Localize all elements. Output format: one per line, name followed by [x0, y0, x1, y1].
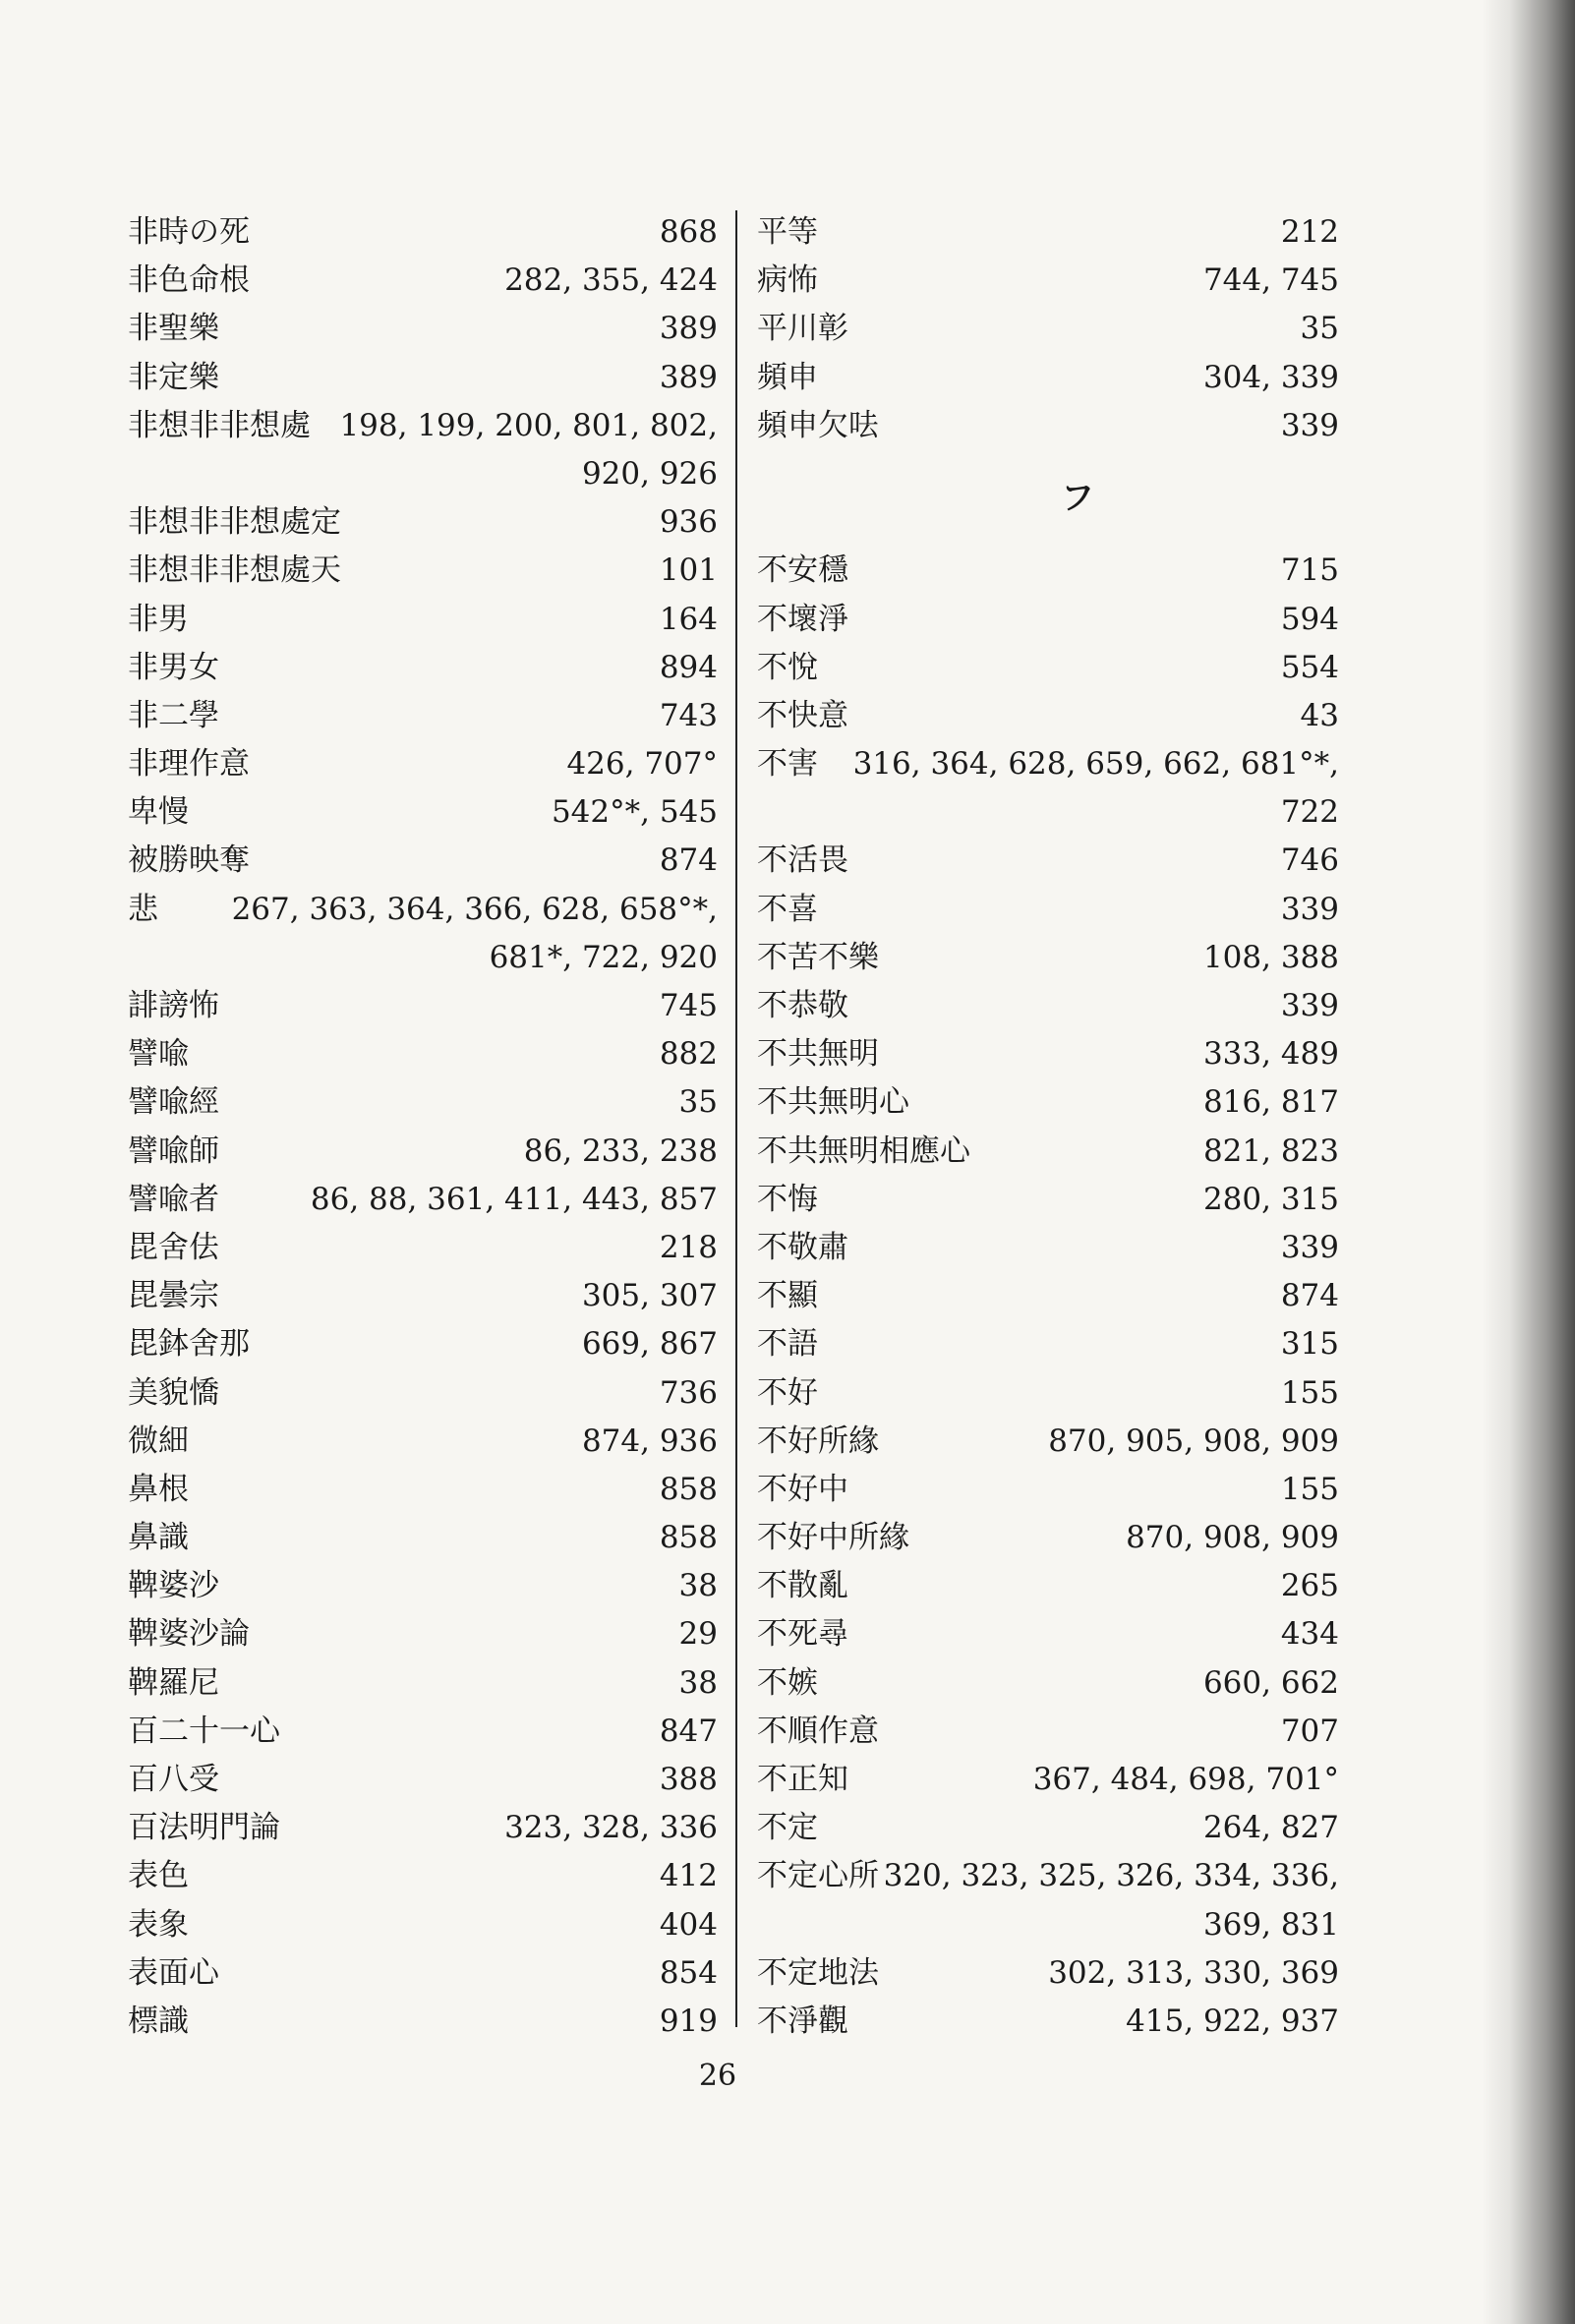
- page-references: 38: [678, 1568, 718, 1604]
- page-references: 669, 867: [581, 1326, 718, 1363]
- page-references: 265: [1280, 1568, 1339, 1604]
- index-entry: [128, 1176, 718, 1224]
- index-term: 表面心: [128, 1954, 219, 1991]
- index-term: 非理作意: [128, 746, 250, 783]
- page-references: 333, 489: [1202, 1036, 1339, 1073]
- left-column: [128, 208, 718, 2046]
- page-references: 745: [659, 988, 718, 1023]
- index-entry: [128, 498, 718, 547]
- index-term: 表象: [128, 1906, 189, 1943]
- index-term: 不語: [757, 1326, 818, 1363]
- index-term: 不悔: [757, 1181, 818, 1217]
- page-references: 882: [659, 1036, 718, 1073]
- page-references: 816, 817: [1202, 1084, 1339, 1121]
- page-references: 868: [659, 214, 718, 250]
- page-references: 367, 484, 698, 701°: [1032, 1762, 1339, 1798]
- page-references: 389: [659, 311, 718, 347]
- page-references: 316, 364, 628, 659, 662, 681°*,: [852, 746, 1339, 783]
- page-references: 919: [659, 2003, 718, 2039]
- index-entry: [128, 644, 718, 692]
- index-term: 譬喩經: [128, 1084, 219, 1121]
- page-references: 155: [1280, 1471, 1339, 1507]
- index-entry: [757, 1176, 1339, 1224]
- page-references: 38: [678, 1664, 718, 1701]
- index-term: 毘鉢舍那: [128, 1326, 250, 1363]
- page-references: 86, 88, 361, 411, 443, 857: [310, 1181, 718, 1217]
- index-entry: [128, 1708, 718, 1756]
- index-term: 不活畏: [757, 842, 848, 879]
- index-term: 不好中: [757, 1471, 848, 1507]
- index-entry: [757, 934, 1339, 982]
- page-references: 35: [678, 1084, 718, 1121]
- index-term: 被勝映奪: [128, 842, 250, 879]
- page-references: 426, 707°: [566, 746, 718, 783]
- index-term: 鞞婆沙: [128, 1568, 219, 1604]
- index-term: 不好所緣: [757, 1423, 879, 1459]
- index-term: 不定地法: [757, 1954, 879, 1991]
- index-entry: [128, 837, 718, 885]
- page-references: 554: [1280, 649, 1339, 685]
- index-entry: [128, 1320, 718, 1368]
- index-term: 標識: [128, 2003, 189, 2039]
- index-entry: [128, 1610, 718, 1658]
- page-references: 936: [659, 504, 718, 541]
- index-term: 不恭敬: [757, 988, 848, 1024]
- page-references: 858: [659, 1520, 718, 1556]
- index-entry: [757, 1418, 1339, 1466]
- page-references: 267, 363, 364, 366, 628, 658°*,: [231, 891, 718, 927]
- index-term: 卑慢: [128, 794, 189, 831]
- page-references: 43: [1300, 697, 1339, 733]
- index-entry: [128, 1224, 718, 1272]
- index-term: 譬喩: [128, 1036, 189, 1073]
- page-references: 736: [659, 1374, 718, 1411]
- index-entry: [128, 788, 718, 837]
- index-entry: [128, 1659, 718, 1708]
- index-entry: [757, 596, 1339, 644]
- index-term: 頻申: [757, 359, 818, 395]
- page-references: 339: [1280, 1229, 1339, 1265]
- index-entry: [757, 1659, 1339, 1708]
- page-references: 874: [659, 842, 718, 879]
- page-references: 854: [659, 1954, 718, 1991]
- index-entry: [757, 1128, 1339, 1176]
- section-heading: フ: [1061, 478, 1094, 518]
- index-term: 不悅: [757, 649, 818, 685]
- index-entry-continuation: [757, 788, 1339, 837]
- right-column: [757, 208, 1339, 2046]
- index-entry-continuation: [128, 450, 718, 498]
- page-references: 369, 831: [1202, 1906, 1339, 1943]
- index-term: 百二十一心: [128, 1713, 280, 1749]
- page-references: 320, 323, 325, 326, 334, 336,: [883, 1858, 1339, 1894]
- index-term: 非想非非想處: [128, 407, 311, 443]
- page-references: 388: [659, 1762, 718, 1797]
- index-entry: [757, 1998, 1339, 2046]
- page-references: 282, 355, 424: [504, 262, 718, 299]
- index-term: 悲: [128, 891, 158, 927]
- index-entry: [128, 1804, 718, 1852]
- index-entry: [128, 1466, 718, 1514]
- index-entry: [128, 1078, 718, 1127]
- index-term: 不安穩: [757, 552, 848, 589]
- index-term: 不顯: [757, 1278, 818, 1314]
- page-references: 404: [659, 1906, 718, 1943]
- index-term: 不死尋: [757, 1616, 848, 1653]
- page-references: 264, 827: [1202, 1810, 1339, 1846]
- index-entry: [128, 1030, 718, 1078]
- index-entry: [128, 1514, 718, 1562]
- index-entry: [128, 1562, 718, 1610]
- index-entry: [757, 1562, 1339, 1610]
- index-entry: [757, 740, 1339, 788]
- page-references: 847: [659, 1713, 718, 1749]
- page-references: 218: [659, 1229, 718, 1265]
- index-term: 非定樂: [128, 359, 219, 395]
- index-term: 頻申欠呿: [757, 407, 879, 443]
- index-entry: [757, 1320, 1339, 1368]
- index-entry: [128, 1756, 718, 1804]
- index-entry: [128, 354, 718, 402]
- page-references: 821, 823: [1202, 1133, 1339, 1169]
- index-term: 不共無明: [757, 1036, 879, 1073]
- index-term: 表色: [128, 1858, 189, 1894]
- index-entry: [757, 547, 1339, 595]
- index-entry: [757, 1756, 1339, 1804]
- index-term: 不害: [757, 746, 818, 783]
- index-entry: [757, 1272, 1339, 1320]
- page-references: 870, 908, 909: [1126, 1520, 1339, 1556]
- page-references: 101: [659, 552, 718, 589]
- page-references: 434: [1280, 1616, 1339, 1653]
- index-entry: [128, 1949, 718, 1998]
- index-entry: [128, 402, 718, 450]
- index-term: 不共無明心: [757, 1084, 909, 1121]
- page-references: 86, 233, 238: [523, 1133, 718, 1169]
- index-term: 譬喩者: [128, 1181, 219, 1217]
- index-entry: [128, 305, 718, 353]
- index-entry: [757, 692, 1339, 740]
- index-term: 不正知: [757, 1762, 848, 1798]
- index-term: 百八受: [128, 1762, 219, 1797]
- index-entry: [757, 402, 1339, 450]
- page-references: 707: [1280, 1713, 1339, 1749]
- index-entry: [128, 1998, 718, 2046]
- page-references: 198, 199, 200, 801, 802,: [339, 407, 718, 443]
- index-entry: [128, 692, 718, 740]
- page-references: 29: [678, 1616, 718, 1653]
- index-term: 非色命根: [128, 262, 250, 299]
- index-term: 平川彰: [757, 311, 848, 347]
- index-term: 非想非非想處天: [128, 552, 341, 589]
- index-term: 不好中所緣: [757, 1520, 909, 1556]
- page-references: 339: [1280, 407, 1339, 443]
- index-term: 鼻根: [128, 1471, 189, 1507]
- column-divider: [735, 210, 737, 2027]
- index-entry: [128, 1128, 718, 1176]
- index-entry: [757, 1369, 1339, 1418]
- index-entry: [757, 1466, 1339, 1514]
- index-entry: [128, 208, 718, 257]
- index-entry: [757, 208, 1339, 257]
- page-references: 870, 905, 908, 909: [1048, 1423, 1339, 1459]
- index-entry: [128, 1901, 718, 1949]
- index-entry: [128, 596, 718, 644]
- index-entry: [757, 354, 1339, 402]
- page-references: 155: [1280, 1374, 1339, 1411]
- page-number: 26: [698, 2059, 737, 2093]
- page-references: 305, 307: [581, 1278, 718, 1314]
- index-term: 非想非非想處定: [128, 504, 341, 541]
- index-term: 不好: [757, 1374, 818, 1411]
- index-term: 譬喩師: [128, 1133, 219, 1169]
- page-references: 743: [659, 697, 718, 733]
- page-references: 594: [1280, 601, 1339, 637]
- index-term: 百法明門論: [128, 1810, 280, 1846]
- page-references: 722: [1280, 794, 1339, 831]
- index-entry: [757, 1030, 1339, 1078]
- index-entry: [757, 1224, 1339, 1272]
- index-entry: [757, 644, 1339, 692]
- index-term: 非二學: [128, 697, 219, 733]
- index-term: 毘舍佉: [128, 1229, 219, 1265]
- page-references: 858: [659, 1471, 718, 1507]
- index-term: 鼻識: [128, 1520, 189, 1556]
- index-term: 不喜: [757, 891, 818, 927]
- index-term: 不敬肅: [757, 1229, 848, 1265]
- page-references: 389: [659, 359, 718, 395]
- page-references: 894: [659, 649, 718, 685]
- page-references: 874: [1280, 1278, 1339, 1314]
- page-references: 339: [1280, 891, 1339, 927]
- index-entry: [128, 1272, 718, 1320]
- index-entry: [757, 257, 1339, 305]
- index-term: 不定心所: [757, 1858, 879, 1894]
- index-entry: [757, 837, 1339, 885]
- page-references: 542°*, 545: [551, 794, 718, 831]
- page-references: 660, 662: [1202, 1664, 1339, 1701]
- page-references: 744, 745: [1202, 262, 1339, 299]
- index-term: 不嫉: [757, 1664, 818, 1701]
- index-entry: [128, 982, 718, 1030]
- index-term: 不快意: [757, 697, 848, 733]
- index-entry: [128, 547, 718, 595]
- index-entry: [128, 740, 718, 788]
- page-references: 108, 388: [1202, 939, 1339, 975]
- index-entry-continuation: [128, 934, 718, 982]
- index-term: 不壞淨: [757, 601, 848, 637]
- index-entry: [128, 257, 718, 305]
- index-term: 不共無明相應心: [757, 1133, 970, 1169]
- index-term: 不苦不樂: [757, 939, 879, 975]
- index-term: 不散亂: [757, 1568, 848, 1604]
- page-references: 323, 328, 336: [504, 1810, 718, 1846]
- index-term: 不順作意: [757, 1713, 879, 1749]
- page-references: 874, 936: [581, 1423, 718, 1459]
- index-term: 誹謗怖: [128, 988, 219, 1023]
- index-term: 病怖: [757, 262, 818, 299]
- index-entry: [757, 1078, 1339, 1127]
- page-references: 339: [1280, 988, 1339, 1024]
- index-term: 非聖樂: [128, 311, 219, 347]
- index-entry: [128, 1369, 718, 1418]
- index-term: 平等: [757, 214, 818, 250]
- index-term: 鞞婆沙論: [128, 1616, 250, 1653]
- page-references: 315: [1280, 1326, 1339, 1363]
- page-references: 715: [1280, 552, 1339, 589]
- index-entry: [757, 982, 1339, 1030]
- index-term: 非男: [128, 601, 189, 637]
- index-entry: [128, 886, 718, 934]
- index-term: 美貌憍: [128, 1374, 219, 1411]
- index-entry: [757, 1852, 1339, 1900]
- index-entry-continuation: [757, 1901, 1339, 1949]
- page-references: 412: [659, 1858, 718, 1894]
- index-term: 鞞羅尼: [128, 1664, 219, 1701]
- page-references: 212: [1280, 214, 1339, 250]
- index-entry: [128, 1852, 718, 1900]
- index-term: 不淨觀: [757, 2003, 848, 2039]
- index-entry: [128, 1418, 718, 1466]
- page-references: 280, 315: [1202, 1181, 1339, 1217]
- index-entry: [757, 1804, 1339, 1852]
- index-term: 微細: [128, 1423, 189, 1459]
- page-references: 164: [659, 601, 718, 637]
- index-entry: [757, 1610, 1339, 1658]
- page-references: 302, 313, 330, 369: [1048, 1954, 1339, 1991]
- page-references: 681*, 722, 920: [489, 939, 718, 975]
- page-edge-shadow: [1482, 0, 1575, 2324]
- page-references: 920, 926: [581, 455, 718, 492]
- index-entry: [757, 1708, 1339, 1756]
- page-references: 415, 922, 937: [1126, 2003, 1339, 2039]
- index-entry: [757, 1949, 1339, 1998]
- page-references: 304, 339: [1202, 359, 1339, 395]
- index-entry: [757, 305, 1339, 353]
- index-entry: [757, 886, 1339, 934]
- page-references: 746: [1280, 842, 1339, 879]
- index-term: 非時の死: [128, 214, 250, 250]
- page-references: 35: [1300, 311, 1339, 347]
- index-entry: [757, 1514, 1339, 1562]
- index-term: 不定: [757, 1810, 818, 1846]
- index-term: 非男女: [128, 649, 219, 685]
- index-term: 毘曇宗: [128, 1278, 219, 1314]
